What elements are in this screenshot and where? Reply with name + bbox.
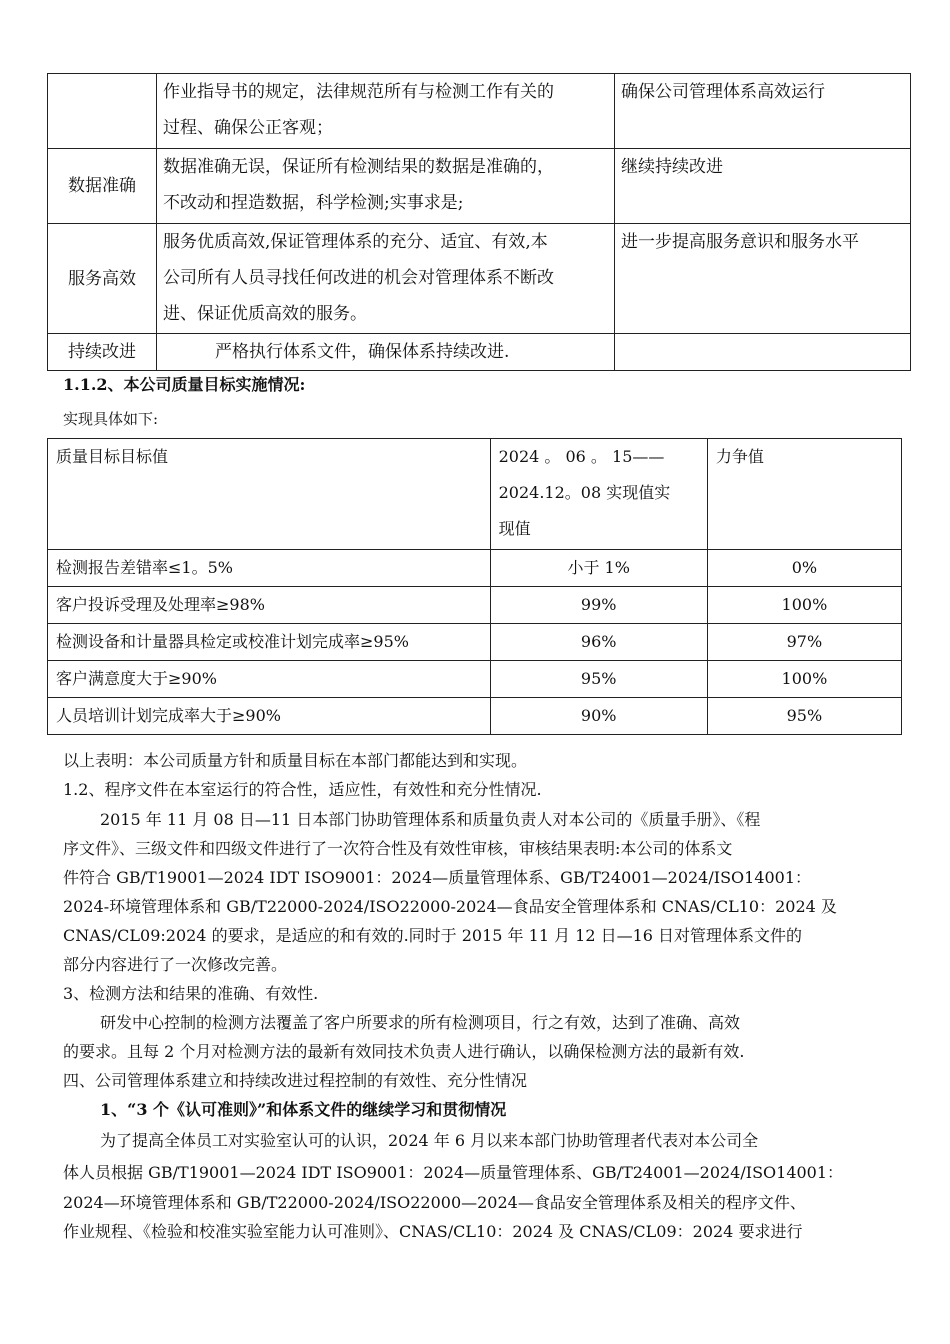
table-row bbox=[48, 224, 911, 334]
quality-policy-table bbox=[47, 73, 911, 371]
goal-cell: 客户满意度大于≥90% bbox=[48, 661, 491, 698]
table-row bbox=[48, 661, 902, 698]
table-row bbox=[48, 149, 911, 224]
actual-cell: 99% bbox=[490, 587, 707, 624]
actual-cell: 90% bbox=[490, 698, 707, 735]
header-goal: 质量目标目标值 bbox=[48, 439, 491, 550]
target-cell: 95% bbox=[707, 698, 901, 735]
policy-description-cell: 服务优质高效,保证管理体系的充分、适宜、有效,本 公司所有人员寻找任何改进的机会对管理体系不断改 进、保证优质高效的服务。 bbox=[157, 224, 615, 334]
actual-cell: 小于 1% bbox=[490, 550, 707, 587]
section-subtext: 实现具体如下: bbox=[63, 410, 159, 428]
goal-cell: 检测报告差错率≤1。5% bbox=[48, 550, 491, 587]
section-heading: 1.1.2、本公司质量目标实施情况: bbox=[63, 375, 306, 394]
section-heading-4: 四、公司管理体系建立和持续改进过程控制的有效性、充分性情况 bbox=[63, 1071, 528, 1090]
actual-cell: 95% bbox=[490, 661, 707, 698]
table-header-row bbox=[48, 439, 902, 550]
target-cell: 0% bbox=[707, 550, 901, 587]
header-actual: 2024 。 06 。 15—— 2024.12。08 实现值实 现值 bbox=[490, 439, 707, 550]
table-row bbox=[48, 587, 902, 624]
table-row bbox=[48, 334, 911, 371]
target-cell: 97% bbox=[707, 624, 901, 661]
policy-name-cell: 数据准确 bbox=[48, 149, 157, 224]
policy-description-cell: 作业指导书的规定，法律规范所有与检测工作有关的 过程、确保公正客观； bbox=[157, 74, 615, 149]
paragraph-conclusion: 以上表明：本公司质量方针和质量目标在本部门都能达到和实现。 bbox=[63, 751, 528, 770]
quality-goals-table bbox=[47, 438, 902, 735]
goal-cell: 人员培训计划完成率大于≥90% bbox=[48, 698, 491, 735]
policy-target-cell: 确保公司管理体系高效运行 bbox=[615, 74, 911, 149]
table-row bbox=[48, 698, 902, 735]
policy-name-cell: 服务高效 bbox=[48, 224, 157, 334]
policy-description-cell: 严格执行体系文件，确保体系持续改进. bbox=[157, 334, 615, 371]
table-row bbox=[48, 624, 902, 661]
policy-name-cell: 持续改进 bbox=[48, 334, 157, 371]
goal-cell: 客户投诉受理及处理率≥98% bbox=[48, 587, 491, 624]
policy-target-cell: 继续持续改进 bbox=[615, 149, 911, 224]
table-row bbox=[48, 550, 902, 587]
section-heading-3: 3、检测方法和结果的准确、有效性. bbox=[63, 984, 319, 1003]
section-heading-1-2: 1.2、程序文件在本室运行的符合性，适应性，有效性和充分性情况. bbox=[63, 780, 542, 799]
policy-description-cell: 数据准确无误，保证所有检测结果的数据是准确的， 不改动和捏造数据，科学检测;实事求是; bbox=[157, 149, 615, 224]
target-cell: 100% bbox=[707, 661, 901, 698]
subsection-heading-1: 1、“3 个《认可准则》”和体系文件的继续学习和贯彻情况 bbox=[100, 1100, 507, 1119]
header-target: 力争值 bbox=[707, 439, 901, 550]
table-row bbox=[48, 74, 911, 149]
actual-cell: 96% bbox=[490, 624, 707, 661]
target-cell: 100% bbox=[707, 587, 901, 624]
policy-target-cell: 进一步提高服务意识和服务水平 bbox=[615, 224, 911, 334]
goal-cell: 检测设备和计量器具检定或校准计划完成率≥95% bbox=[48, 624, 491, 661]
document-page: 作业指导书的规定，法律规范所有与检测工作有关的 过程、确保公正客观； 确保公司管理体系高效运行 数据准确 数据准确无误，保证所有检测结果的数据是准确的， 不改动和捏造数据，科学检测;实事求是; 继续持续改进 服务高效 服务优质高效,保证管理体系的充分、适宜、有效,本 公司所有人员寻找任何改进的机会对管理体系不断改 进、保证优质高效的服务。 进一步提高服务意识和服务水平 持续改进 严格执行体系文件，确保体系持续改进. 1.1.2、本公司质量目标实施情况: 实现具体如下: 质量目标目标值 2024 。 06 。 15—— 2024.12。08 实现值实 现值 力争值 检测报告差错率≤1。5% 小于 1% 0% 客户投诉受理及处理率≥98% 99% 100% 检测设备和计量器具检定或校准计划完成率≥95% 96% 97% 客户满意度大于≥90% 95% 100% 人员培训计划完成率大于≥90% 90% 95% 以上表明：本公司质量方针和质量目标在本部门都能达到和实现。 1.2、程序文件在本室运行的符合性，适应性，有效性和充分性情况. 2015 年 11 月 08 日—11 日本部门协助管理体系和质量负责人对本公司的《质量手册》、《程 序文件》、三级文件和四级文件进行了一次符合性及有效性审核，审核结果表明:本公司的体系文 件符合 GB/T19001—2024 IDT ISO9001：2024—质量管理体系、GB/T24001—2024/ISO14001： 2024-环境管理体系和 GB/T22000-2024/ISO22000-2024—食品安全管理体系和 CNAS/CL10：2024 及 CNAS/CL09:2024 的要求，是适应的和有效的.同时于 2015 年 11 月 12 日—16 日对管理体系文件的 部分内容进行了一次修改完善。 3、检测方法和结果的准确、有效性. 研发中心控制的检测方法覆盖了客户所要求的所有检测项目，行之有效，达到了准确、高效 的要求。且每 2 个月对检测方法的最新有效同技术负责人进行确认，以确保检测方法的最新有效. 四、公司管理体系建立和持续改进过程控制的有效性、充分性情况 1、“3 个《认可准则》”和体系文件的继续学习和贯彻情况 为了提高全体员工对实验室认可的认识，2024 年 6 月以来本部门协助管理者代表对本公司全 体人员根据 GB/T19001—2024 IDT ISO9001：2024—质量管理体系、GB/T24001—2024/ISO14001： 2024—环境管理体系和 GB/T22000-2024/ISO22000—2024—食品安全管理体系及相关的程序文件、 作业规程、《检验和校准实验室能力认可准则》、CNAS/CL10：2024 及 CNAS/CL09：2024 要求进行 bbox=[0, 0, 950, 1344]
policy-name-cell bbox=[48, 74, 157, 149]
policy-target-cell bbox=[615, 334, 911, 371]
